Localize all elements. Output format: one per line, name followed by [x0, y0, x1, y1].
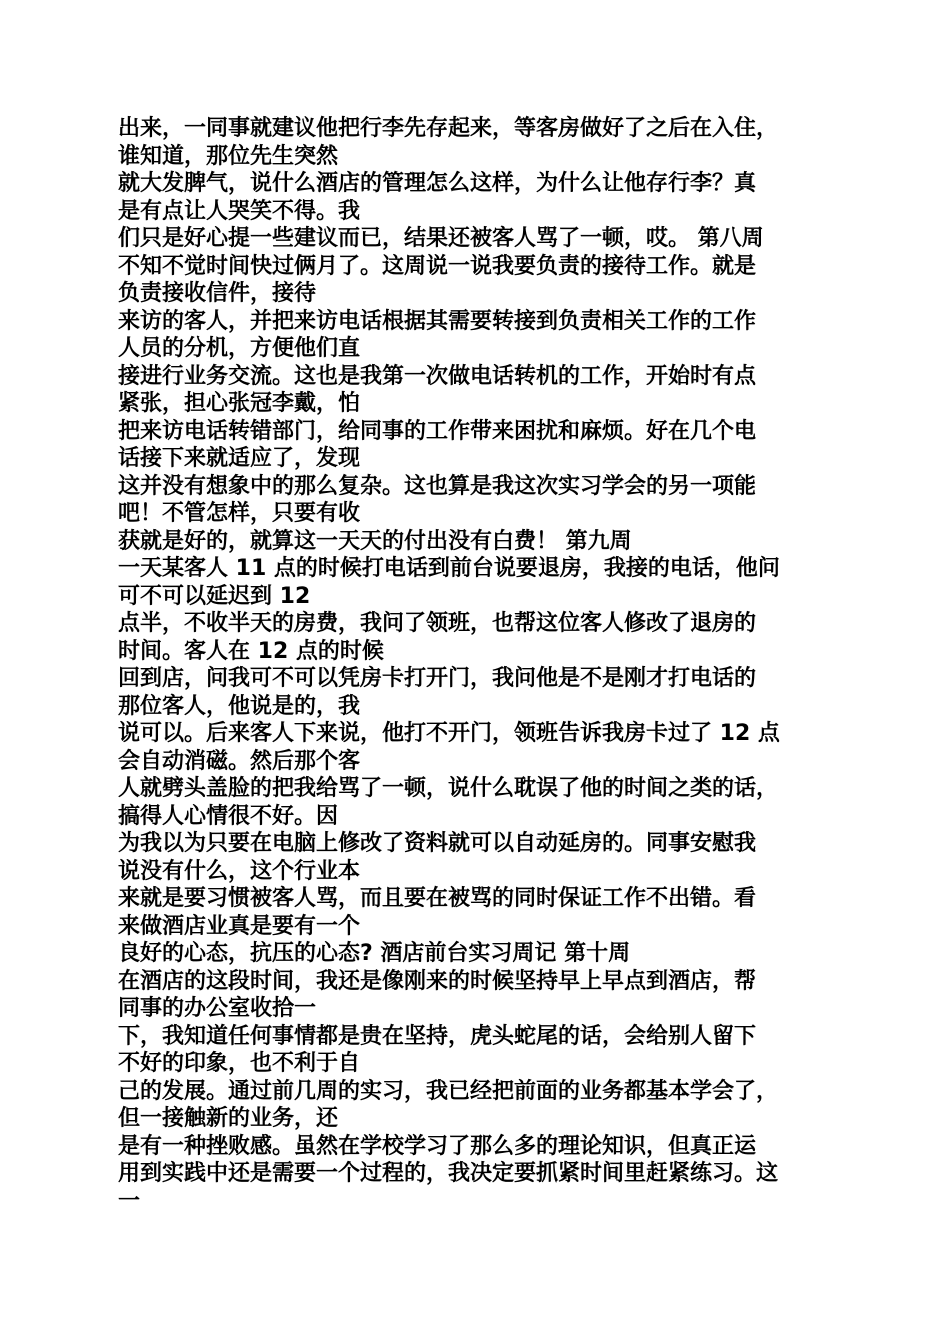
text-line: 搞得人心情很不好。因	[118, 803, 339, 829]
text-line: 一	[118, 1188, 141, 1214]
text-line: 说没有什么，这个行业本	[118, 858, 361, 884]
text-line: 时间。客人在 12 点的时候	[118, 638, 384, 664]
text-line: 点半，不收半天的房费，我问了领班，也帮这位客人修改了退房的	[118, 611, 757, 636]
text-line: 在酒店的这段时间，我还是像刚来的时候坚持早上早点到酒店，帮	[118, 968, 757, 994]
text-line: 但一接触新的业务，还	[118, 1106, 339, 1131]
text-line: 这并没有想象中的那么复杂。这也算是我这次实习学会的另一项能	[118, 473, 757, 499]
text-line: 紧张，担心张冠李戴，怕	[118, 391, 361, 416]
text-line: 们只是好心提一些建议而已，结果还被客人骂了一顿，哎。 第八周	[118, 226, 764, 251]
text-line: 把来访电话转错部门，给同事的工作带来困扰和麻烦。好在几个电	[118, 418, 757, 444]
text-line: 获就是好的，就算这一天天的付出没有白费！ 第九周	[118, 528, 632, 554]
text-line: 说可以。后来客人下来说，他打不开门，领班告诉我房卡过了 12 点	[118, 721, 780, 746]
text-line: 吧！不管怎样，只要有收	[118, 501, 361, 526]
text-line: 就大发脾气，说什么酒店的管理怎么这样，为什么让他存行李？真	[118, 171, 757, 196]
text-line: 不知不觉时间快过俩月了。这周说一说我要负责的接待工作。就是	[118, 253, 757, 279]
text-line: 是有点让人哭笑不得。我	[118, 198, 361, 224]
text-line: 来就是要习惯被客人骂，而且要在被骂的同时保证工作不出错。看	[118, 886, 757, 911]
text-line: 来访的客人，并把来访电话根据其需要转接到负责相关工作的工作	[118, 308, 757, 334]
text-line: 出来，一同事就建议他把行李先存起来，等客房做好了之后在入住，	[118, 116, 779, 141]
text-line: 己的发展。通过前几周的实习，我已经把前面的业务都基本学会了，	[118, 1078, 779, 1104]
text-line: 那位客人，他说是的，我	[118, 693, 361, 719]
document-body	[118, 115, 838, 1215]
text-line: 话接下来就适应了，发现	[118, 446, 361, 471]
text-line: 接进行业务交流。这也是我第一次做电话转机的工作，开始时有点	[118, 363, 757, 389]
text-line: 下，我知道任何事情都是贵在坚持，虎头蛇尾的话，会给别人留下	[118, 1023, 757, 1049]
text-line: 来做酒店业真是要有一个	[118, 913, 361, 939]
text-line: 可不可以延迟到 12	[118, 583, 311, 609]
text-line: 会自动消磁。然后那个客	[118, 748, 361, 774]
text-line: 为我以为只要在电脑上修改了资料就可以自动延房的。同事安慰我	[118, 831, 757, 856]
text-line: 用到实践中还是需要一个过程的，我决定要抓紧时间里赶紧练习。这	[118, 1161, 779, 1186]
text-line: 一天某客人 11 点的时候打电话到前台说要退房，我接的电话，他问	[118, 556, 780, 581]
text-line: 是有一种挫败感。虽然在学校学习了那么多的理论知识，但真正运	[118, 1133, 757, 1159]
text-line: 回到店，问我可不可以凭房卡打开门，我问他是不是刚才打电话的	[118, 666, 757, 691]
text-line: 同事的办公室收拾一	[118, 996, 317, 1021]
text-line: 负责接收信件，接待	[118, 281, 317, 306]
text-line: 人员的分机，方便他们直	[118, 336, 361, 361]
text-line: 不好的印象，也不利于自	[118, 1051, 361, 1076]
text-line: 良好的心态，抗压的心态? 酒店前台实习周记 第十周	[118, 941, 631, 966]
text-line: 人就劈头盖脸的把我给骂了一顿，说什么耽误了他的时间之类的话，	[118, 776, 779, 801]
text-line: 谁知道，那位先生突然	[118, 143, 339, 169]
